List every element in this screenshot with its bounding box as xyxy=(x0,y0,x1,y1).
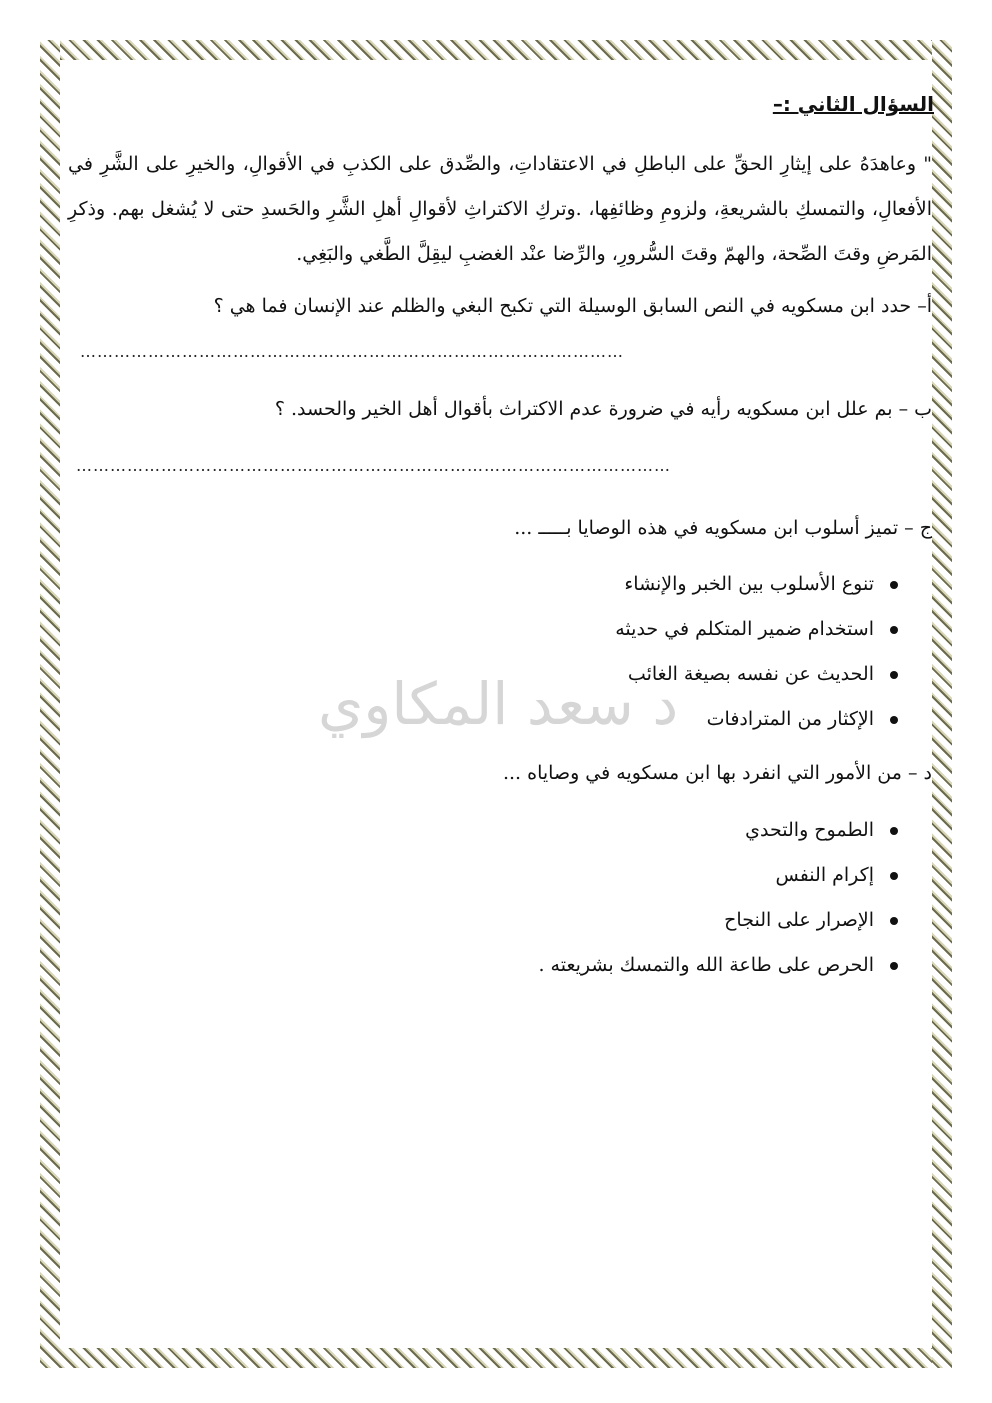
option-d-3: الإصرار على النجاح xyxy=(538,898,874,943)
options-list-c xyxy=(615,562,874,742)
bullet-icon xyxy=(890,626,898,634)
bullet-icon xyxy=(890,872,898,880)
question-c: ج – تميز أسلوب ابن مسكويه في هذه الوصايا بـــــ ... xyxy=(514,517,932,539)
border-left xyxy=(40,40,60,1368)
bullet-icon xyxy=(890,671,898,679)
option-c-1: تنوع الأسلوب بين الخبر والإنشاء xyxy=(615,562,874,607)
question-title: السؤال الثاني :– xyxy=(772,92,934,116)
question-d: د – من الأمور التي انفرد بها ابن مسكويه في وصاياه ... xyxy=(502,762,932,784)
question-b: ب – بم علل ابن مسكويه رأيه في ضرورة عدم الاكتراث بأقوال أهل الخير والحسد. ؟ xyxy=(274,398,932,420)
border-top xyxy=(40,40,952,60)
bullet-icon xyxy=(890,962,898,970)
option-d-2: إكرام النفس xyxy=(538,853,874,898)
answer-line-b[interactable]: …………………………………………………………………………………………… xyxy=(76,456,671,475)
option-c-3: الحديث عن نفسه بصيغة الغائب xyxy=(615,652,874,697)
border-bottom xyxy=(40,1348,952,1368)
bullet-icon xyxy=(890,917,898,925)
option-d-4: الحرص على طاعة الله والتمسك بشريعته . xyxy=(538,943,874,988)
border-right xyxy=(932,40,952,1368)
option-d-1: الطموح والتحدي xyxy=(538,808,874,853)
bullet-icon xyxy=(890,716,898,724)
watermark: د سعد المكاوي xyxy=(318,670,679,738)
answer-line-a[interactable]: …………………………………………………………………………………… xyxy=(80,342,624,361)
bullet-icon xyxy=(890,581,898,589)
options-list-d xyxy=(538,808,874,988)
option-c-2: استخدام ضمير المتكلم في حديثه xyxy=(615,607,874,652)
passage-text: " وعاهدَهُ على إيثارِ الحقِّ على الباطلِ في الاعتقاداتِ، والصِّدق على الكذبِ في الأقوالِ، والخيرِ على الشَّرِ في الأفعالِ، والتمسكِ بالشريعةِ، ولزومِ وظائفِها، .وتركِ الاكتراثِ لأقوالِ أهلِ الشَّرِ والحَسدِ حتى لا يُشغل بهم. وذكرِ المَرضِ وقتَ الصِّحة، والهمّ وقتَ السُّرورِ، والرِّضا عنْد الغضبِ ليقِلَّ الطَّغي والبَغِي. xyxy=(68,153,932,265)
question-a: أ– حدد ابن مسكويه في النص السابق الوسيلة التي تكبح البغي والظلم عند الإنسان فما هي ؟ xyxy=(213,295,932,317)
option-c-4: الإكثار من المترادفات xyxy=(615,697,874,742)
bullet-icon xyxy=(890,827,898,835)
